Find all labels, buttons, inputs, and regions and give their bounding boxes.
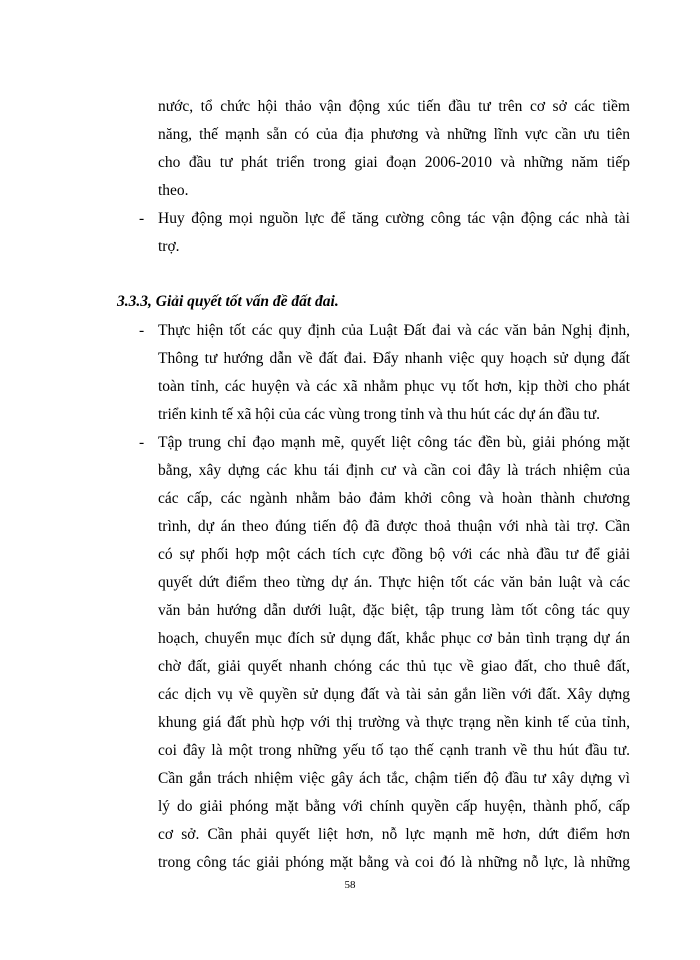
paragraph-line: năng, thế mạnh sẵn có của địa phương và những lĩnh vực cần ưu tiên <box>158 126 630 143</box>
paragraph-line: Huy động mọi nguồn lực để tăng cường công tác vận động các nhà tài <box>158 210 630 227</box>
paragraph-line: trình, dự án theo đúng tiến độ đã được thoả thuận với nhà tài trợ. Cần <box>158 518 630 535</box>
paragraph-line: toàn tỉnh, các huyện và các xã nhằm phục vụ tốt hơn, kịp thời cho phát <box>158 378 630 395</box>
bullet-land-law <box>158 317 630 429</box>
paragraph-line: Tập trung chỉ đạo mạnh mẽ, quyết liệt công tác đền bù, giải phóng mặt <box>158 434 630 451</box>
section-heading: 3.3.3, Giải quyết tốt vấn đề đất đai. <box>117 293 339 310</box>
paragraph-line: trong công tác giải phóng mặt bằng và coi đó là những nỗ lực, là những <box>158 854 630 871</box>
bullet-mobilize-resources <box>158 205 630 261</box>
paragraph-line: lý do giải phóng mặt bằng với chính quyền cấp huyện, thành phố, cấp <box>158 798 630 815</box>
paragraph-line: Thông tư hướng dẫn về đất đai. Đẩy nhanh việc quy hoạch sử dụng đất <box>158 350 630 367</box>
bullet-dash: - <box>139 434 145 451</box>
paragraph-line: có sự phối hợp một cách tích cực đồng bộ với các nhà đầu tư để giải <box>158 546 630 563</box>
paragraph-line: theo. <box>158 182 189 199</box>
paragraph-line: bằng, xây dựng các khu tái định cư và cần coi đây là trách nhiệm của <box>158 462 630 479</box>
bullet-site-clearance <box>158 429 630 877</box>
paragraph-line: nước, tổ chức hội thảo vận động xúc tiến đầu tư trên cơ sở các tiềm <box>158 98 630 115</box>
bullet-dash: - <box>139 322 145 339</box>
paragraph-line: trợ. <box>158 238 180 255</box>
paragraph-line: Cần gắn trách nhiệm việc gây ách tắc, chậm tiến độ đầu tư xây dựng vì <box>158 770 630 787</box>
bullet-dash: - <box>139 210 145 227</box>
paragraph-line: khung giá đất phù hợp với thị trường và thực trạng nền kinh tế của tỉnh, <box>158 714 630 731</box>
paragraph-line: cơ sở. Cần phải quyết liệt hơn, nỗ lực mạnh mẽ hơn, dứt điểm hơn <box>158 826 630 843</box>
continuation-paragraph <box>158 93 630 205</box>
page-number: 58 <box>344 879 356 891</box>
paragraph-line: triển kinh tế xã hội của các vùng trong tỉnh và thu hút các dự án đầu tư. <box>158 406 601 423</box>
paragraph-line: chờ đất, giải quyết nhanh chóng các thủ tục về giao đất, cho thuê đất, <box>158 658 630 675</box>
paragraph-line: Thực hiện tốt các quy định của Luật Đất đai và các văn bản Nghị định, <box>158 322 630 339</box>
paragraph-line: coi đây là một trong những yếu tố tạo thế cạnh tranh về thu hút đầu tư. <box>158 742 630 759</box>
paragraph-line: quyết dứt điểm theo từng dự án. Thực hiện tốt các văn bản luật và các <box>158 574 630 591</box>
paragraph-line: hoạch, chuyển mục đích sử dụng đất, khắc phục cơ bản tình trạng dự án <box>158 630 630 647</box>
paragraph-line: các dịch vụ về quyền sử dụng đất và tài sản gắn liền với đất. Xây dựng <box>158 686 630 703</box>
paragraph-line: văn bản hướng dẫn dưới luật, đặc biệt, tập trung làm tốt công tác quy <box>158 602 630 619</box>
paragraph-line: các cấp, các ngành nhằm bảo đảm khởi công và hoàn thành chương <box>158 490 630 507</box>
paragraph-line: cho đầu tư phát triển trong giai đoạn 2006-2010 và những năm tiếp <box>158 154 630 171</box>
